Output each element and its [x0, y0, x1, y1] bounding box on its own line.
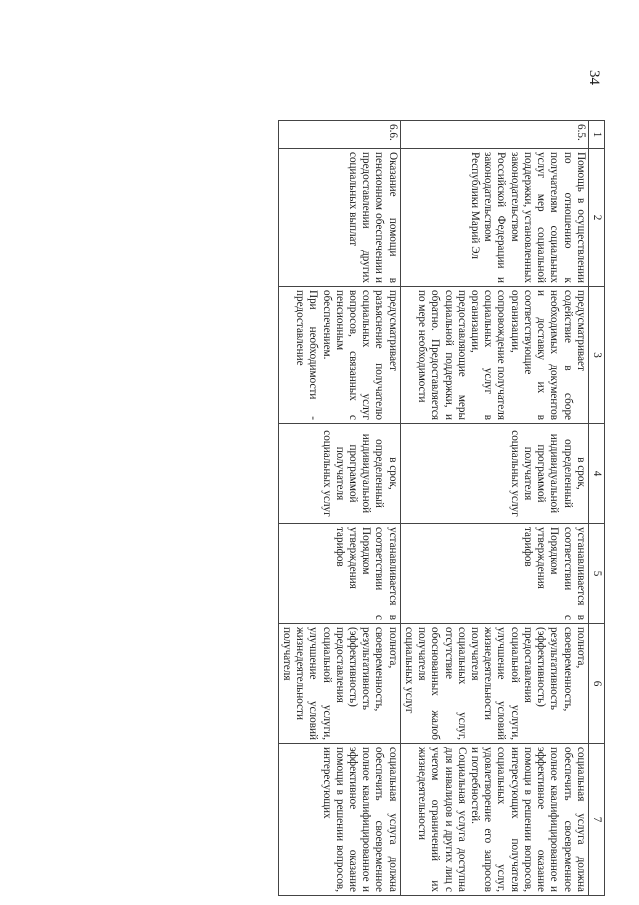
service-description-cell: предусматривает содействие в сборе необходимых документов и доставку их в соответствующие организации, сопровождение получателя социальных услуг в организации, предоставляющие меры социальной поддержки, и обратно. Предоставляется по мере необходимости	[400, 287, 588, 424]
rotated-table-container	[130, 120, 605, 895]
table-row	[278, 121, 400, 896]
row-number: 6.5.	[400, 121, 588, 149]
quality-indicators-cell: полнота, своевременность, результативность (эффективность) предоставления социальной услуги, улучшение условий жизнедеятельности получателя	[278, 624, 400, 744]
table-row	[400, 121, 588, 896]
tariff-cell: устанавливается в соответствии с Порядком утверждения тарифов	[278, 524, 400, 624]
service-name-cell: Оказание помощи в пенсионном обеспечении и предоставлении других социальных выплат	[278, 149, 400, 287]
header-cell: 7	[588, 744, 604, 896]
service-description-cell: предусматривает разъяснение получателю социальных услуг вопросов, связанных с пенсионным обеспечением. При необходимости - предоставление	[278, 287, 400, 424]
deadline-cell: в срок, определенный индивидуальной программой получателя социальных услуг	[400, 424, 588, 524]
tariff-cell: устанавливается в соответствии с Порядком утверждения тарифов	[400, 524, 588, 624]
page-number: 34	[586, 70, 602, 85]
header-cell: 5	[588, 524, 604, 624]
deadline-cell: в срок, определенный индивидуальной программой получателя социальных услуг	[278, 424, 400, 524]
table-header-row	[588, 121, 604, 896]
header-cell: 4	[588, 424, 604, 524]
quality-indicators-cell: полнота, своевременность, результативность (эффективность) предоставления социальной услуги, улучшение условий жизнедеятельности получателя социальных услуг, отсутствие обоснованных жалоб получателя социальных услуг	[400, 624, 588, 744]
conditions-cell: социальная услуга должна обеспечить своевременное полное квалифицированное и эффективное оказание помощи в решении вопросов, интересующих	[278, 744, 400, 896]
header-cell: 6	[588, 624, 604, 744]
conditions-cell: социальная услуга должна обеспечить своевременное полное квалифицированное и эффективное оказание помощи в решении вопросов, интересующих получателя социальных услуг, удовлетворение его запросов и потребностей. Социальная услуга доступна для инвалидов и других лиц с учетом ограничений их жизнедеятельности	[400, 744, 588, 896]
header-cell: 1	[588, 121, 604, 149]
header-cell: 2	[588, 149, 604, 287]
service-name-cell: Помощь в осуществлении по отношению к получателям социальных услуг мер социальной поддержки, установленных законодательством Российской Федерации и законодательством Республики Марий Эл	[400, 149, 588, 287]
services-table	[278, 120, 605, 896]
header-cell: 3	[588, 287, 604, 424]
row-number: 6.6.	[278, 121, 400, 149]
